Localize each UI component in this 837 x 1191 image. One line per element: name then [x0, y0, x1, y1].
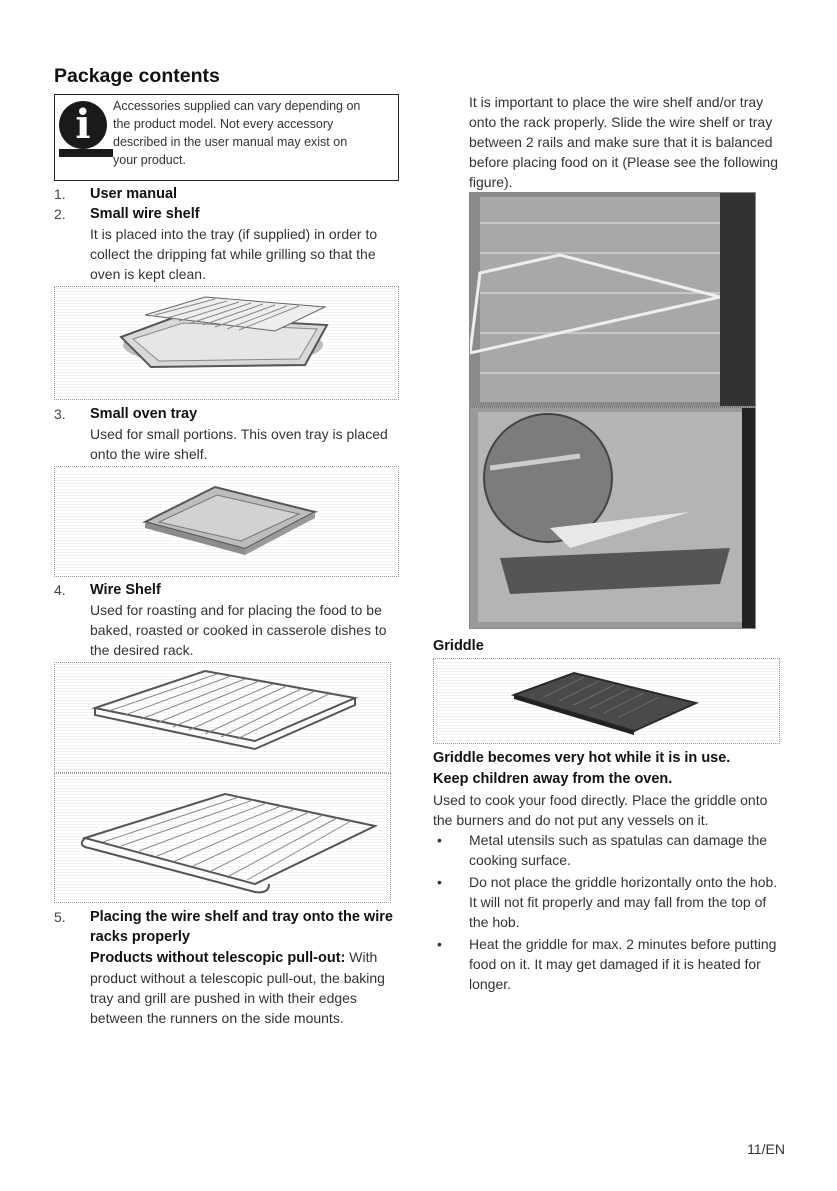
list-item: [54, 204, 399, 284]
list-item: • Do not place the griddle horizontally onto the hob. It will not fit properly and may fall from the top of the hob.: [437, 874, 778, 930]
small-wire-shelf-image: [54, 286, 399, 400]
list-item: • Heat the griddle for max. 2 minutes before putting food on it. It may get damaged if it is heated for longer.: [437, 936, 777, 992]
item-description: Used for roasting and for placing the food to be baked, roasted or cooked in casserole dishes to the desired rack.: [90, 602, 387, 658]
warning-line: Griddle becomes very hot while it is in use.: [433, 750, 731, 766]
bullet-icon: •: [437, 874, 442, 890]
section-title: Package contents: [54, 65, 220, 87]
info-line: your product.: [113, 153, 186, 167]
list-item: [54, 580, 399, 660]
item-subtext: With product without a telescopic pull-out, the baking tray and grill are pushed in with their edges between the runners on the side mounts.: [90, 949, 385, 1026]
info-box: [54, 94, 399, 181]
item-description: It is placed into the tray (if supplied) in order to collect the dripping fat while grilling so that the oven is kept clean.: [90, 226, 378, 282]
item-title: User manual: [90, 186, 178, 202]
item-title: Small wire shelf: [90, 206, 200, 222]
wire-shelf-image: [54, 662, 391, 773]
item-subheading: Products without telescopic pull-out:: [90, 950, 346, 966]
info-icon-base: [59, 149, 113, 157]
bullet-icon: •: [437, 832, 442, 848]
item-title: Small oven tray: [90, 406, 198, 422]
bullet-icon: •: [437, 936, 442, 952]
item-description: [90, 947, 399, 1028]
item-number: 4.: [54, 582, 66, 598]
item-number: 2.: [54, 206, 66, 222]
griddle-title: Griddle: [433, 638, 484, 654]
item-title: Wire Shelf: [90, 582, 161, 598]
intro-paragraph: It is important to place the wire shelf and/or tray onto the rack properly. Slide the wire shelf or tray between 2 rails and make sure that it is balanced before placing food on it (Please see the following figure).: [469, 94, 778, 190]
oven-rack-photo-1: [469, 192, 756, 407]
list-item: [54, 404, 399, 464]
right-column: [433, 92, 788, 994]
oven-rack-photo-2: [469, 407, 756, 629]
page-number: 11/EN: [747, 1141, 785, 1157]
info-line: the product model. Not every accessory: [113, 117, 334, 131]
list-item: [54, 184, 399, 204]
info-line: Accessories supplied can vary depending on: [113, 99, 361, 113]
griddle-image: [433, 658, 780, 744]
info-text: [113, 97, 394, 169]
griddle-description: Used to cook your food directly. Place the griddle onto the burners and do not put any vessels on it.: [433, 792, 768, 828]
list-item: • Metal utensils such as spatulas can damage the cooking surface.: [437, 832, 768, 868]
info-line: described in the user manual may exist on: [113, 135, 348, 149]
list-item: [54, 907, 399, 1028]
item-title: Placing the wire shelf and tray onto the wire racks properly: [90, 909, 393, 945]
left-column: [54, 64, 399, 1028]
item-description: Used for small portions. This oven tray is placed onto the wire shelf.: [90, 426, 388, 462]
wire-shelf-alt-image: [54, 773, 391, 903]
item-number: 1.: [54, 186, 66, 202]
info-icon: i: [59, 101, 107, 149]
item-number: 3.: [54, 406, 66, 422]
warning-line: Keep children away from the oven.: [433, 771, 673, 787]
item-number: 5.: [54, 909, 66, 925]
griddle-bullets: [433, 830, 788, 994]
small-oven-tray-image: [54, 466, 399, 577]
